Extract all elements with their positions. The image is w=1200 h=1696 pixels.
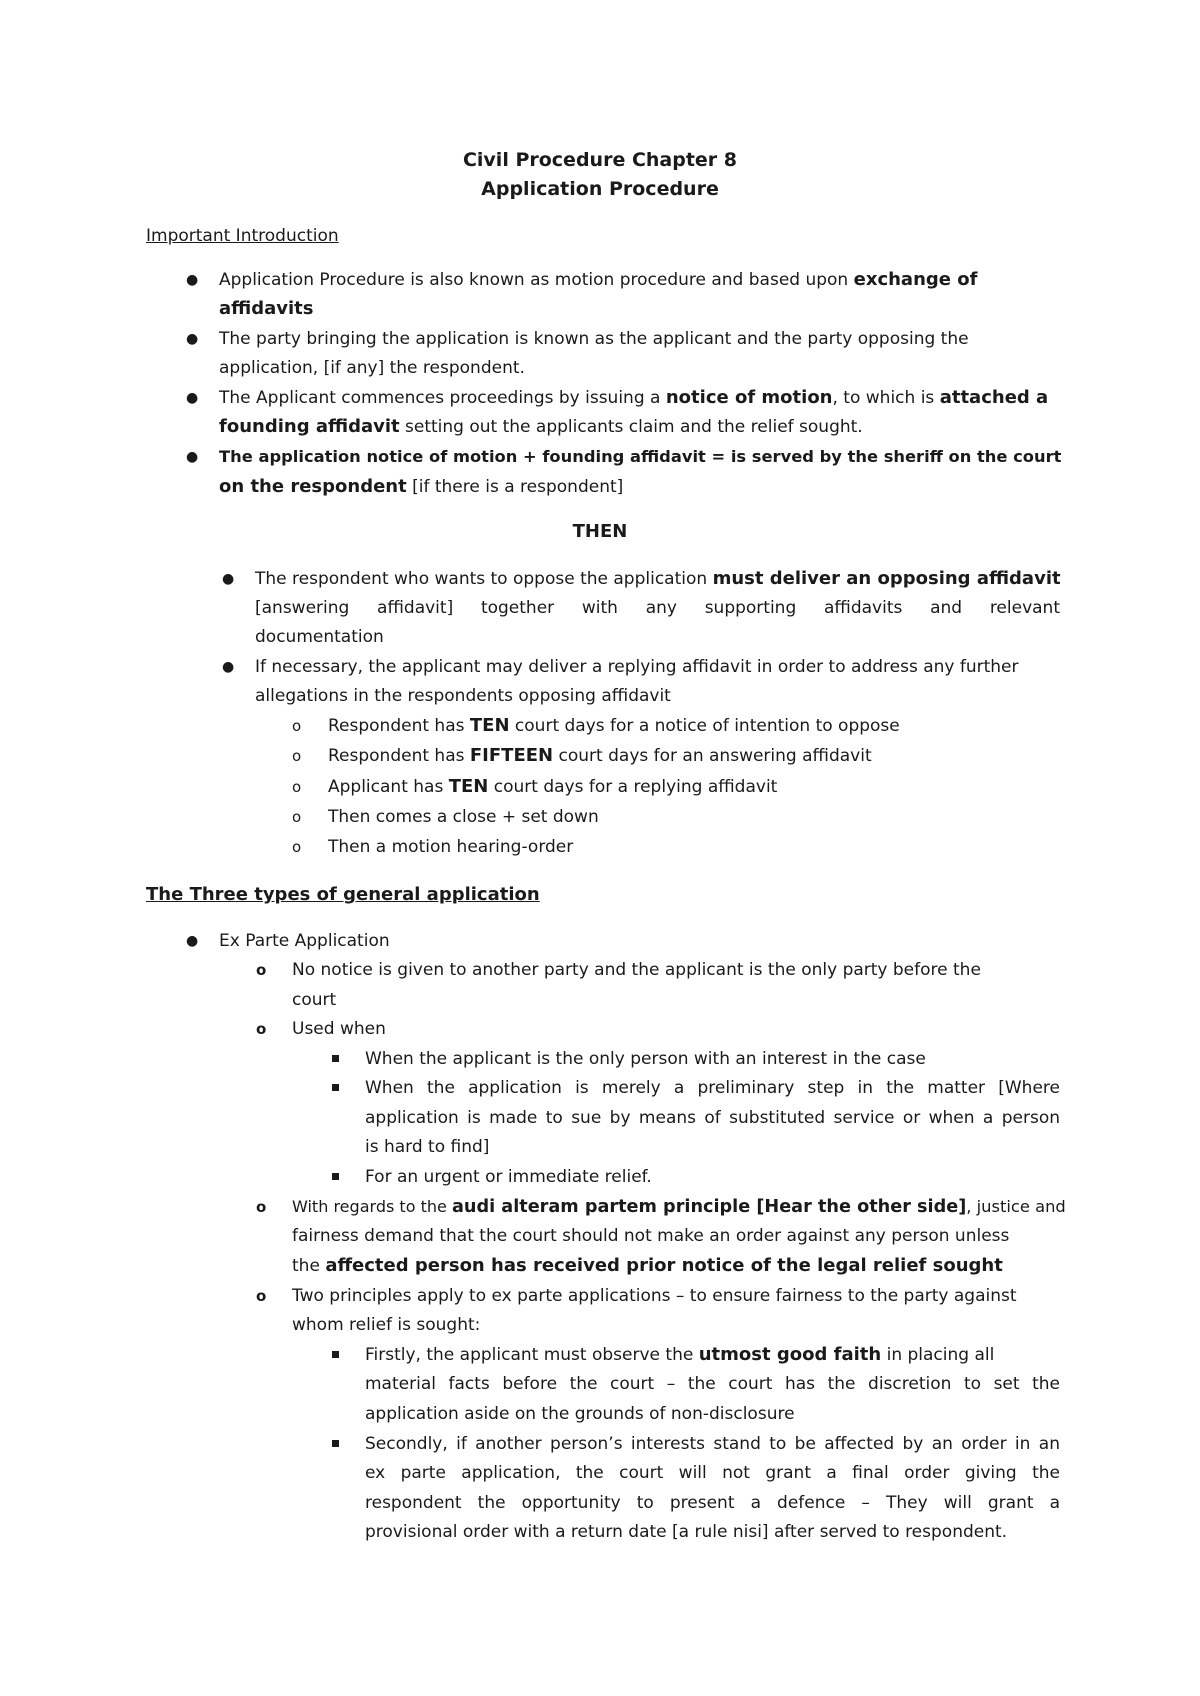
after-b1-line3: documentation [255,627,384,647]
o3-line3: the affected person has received prior notice of the legal relief sought [292,1255,1003,1276]
intro-b4-line1: The application notice of motion + founding affidavit = is served by the sheriff on the court [219,447,1062,466]
after-b2-line1: If necessary, the applicant may deliver a replying affidavit in order to address any further [255,657,1019,677]
bullet-icon: ● [186,272,199,288]
timeline-item: Respondent has TEN court days for a notice of intention to oppose [328,715,900,736]
o2-line1: Used when [292,1019,386,1039]
sq5-line2: ex parte application, the court will not grant a final order giving the [365,1463,1060,1483]
circle-bullet-icon: o [292,778,302,796]
circle-bullet-icon: o [292,808,302,826]
after-b1-line1: The respondent who wants to oppose the application must deliver an opposing affidavit [255,568,1061,589]
bullet-icon: ● [186,933,199,949]
sq3-line1: For an urgent or immediate relief. [365,1167,652,1187]
circle-bullet-icon: o [292,747,302,765]
sq5-line4: provisional order with a return date [a rule nisi] after served to respondent. [365,1522,1008,1542]
circle-bullet-icon: o [256,1020,267,1038]
document-subtitle: Application Procedure [481,178,719,200]
circle-bullet-icon: o [256,1287,267,1305]
circle-bullet-icon: o [256,1198,267,1216]
sq5-line1: Secondly, if another person’s interests stand to be affected by an order in an [365,1434,1060,1454]
o1-line2: court [292,990,337,1010]
intro-b1-line1: Application Procedure is also known as motion procedure and based upon exchange of [219,269,978,290]
timeline-item: Then a motion hearing-order [328,837,574,857]
intro-b1-line2: affidavits [219,298,314,319]
intro-heading: Important Introduction [146,226,339,246]
document-title: Civil Procedure Chapter 8 [462,149,738,171]
o1-line1: No notice is given to another party and the applicant is the only party before the [292,960,981,980]
sq4-line2: material facts before the court – the court has the discretion to set the [365,1374,1060,1394]
after-b1-line2: [answering affidavit] together with any supporting affidavits and relevant [255,598,1060,618]
o4-line1: Two principles apply to ex parte applications – to ensure fairness to the party against [292,1286,1017,1306]
square-bullet-icon [332,1440,339,1447]
intro-b3-line1: The Applicant commences proceedings by issuing a notice of motion, to which is attached a [219,387,1049,408]
o3-line1: With regards to the audi alteram partem principle [Hear the other side], justice and [292,1197,1066,1217]
timeline-item: Then comes a close + set down [328,807,599,827]
bullet-icon: ● [186,449,199,465]
o3-line2: fairness demand that the court should not make an order against any person unless [292,1226,1010,1246]
after-b2-line2: allegations in the respondents opposing affidavit [255,686,671,706]
o4-line2: whom relief is sought: [292,1315,481,1335]
sq5-line3: respondent the opportunity to present a defence – They will grant a [365,1493,1060,1513]
types-heading: The Three types of general application [146,884,540,905]
square-bullet-icon [332,1084,339,1091]
intro-b2-line2: application, [if any] the respondent. [219,358,525,378]
circle-bullet-icon: o [292,717,302,735]
bullet-icon: ● [186,331,199,347]
square-bullet-icon [332,1173,339,1180]
sq2-line2: application is made to sue by means of substituted service or when a person [365,1108,1060,1128]
sq4-line3: application aside on the grounds of non-disclosure [365,1404,795,1424]
timeline-item: Applicant has TEN court days for a replying affidavit [328,776,778,797]
sq4-line1: Firstly, the applicant must observe the utmost good faith in placing all [365,1344,995,1365]
intro-b4-line2: on the respondent [if there is a respondent] [219,476,624,497]
bullet-icon: ● [222,659,235,675]
square-bullet-icon [332,1055,339,1062]
intro-b3-line2: founding affidavit setting out the applicants claim and the relief sought. [219,416,863,437]
square-bullet-icon [332,1351,339,1358]
intro-b2-line1: The party bringing the application is known as the applicant and the party opposing the [219,329,969,349]
bullet-icon: ● [222,571,235,587]
circle-bullet-icon: o [256,961,267,979]
timeline-item: Respondent has FIFTEEN court days for an answering affidavit [328,745,872,766]
bullet-icon: ● [186,390,199,406]
sq2-line1: When the application is merely a preliminary step in the matter [Where [365,1078,1060,1098]
then-heading: THEN [572,521,628,542]
exparte-heading: Ex Parte Application [219,931,390,951]
sq2-line3: is hard to find] [365,1137,490,1157]
sq1-line1: When the applicant is the only person with an interest in the case [365,1049,926,1069]
circle-bullet-icon: o [292,838,302,856]
